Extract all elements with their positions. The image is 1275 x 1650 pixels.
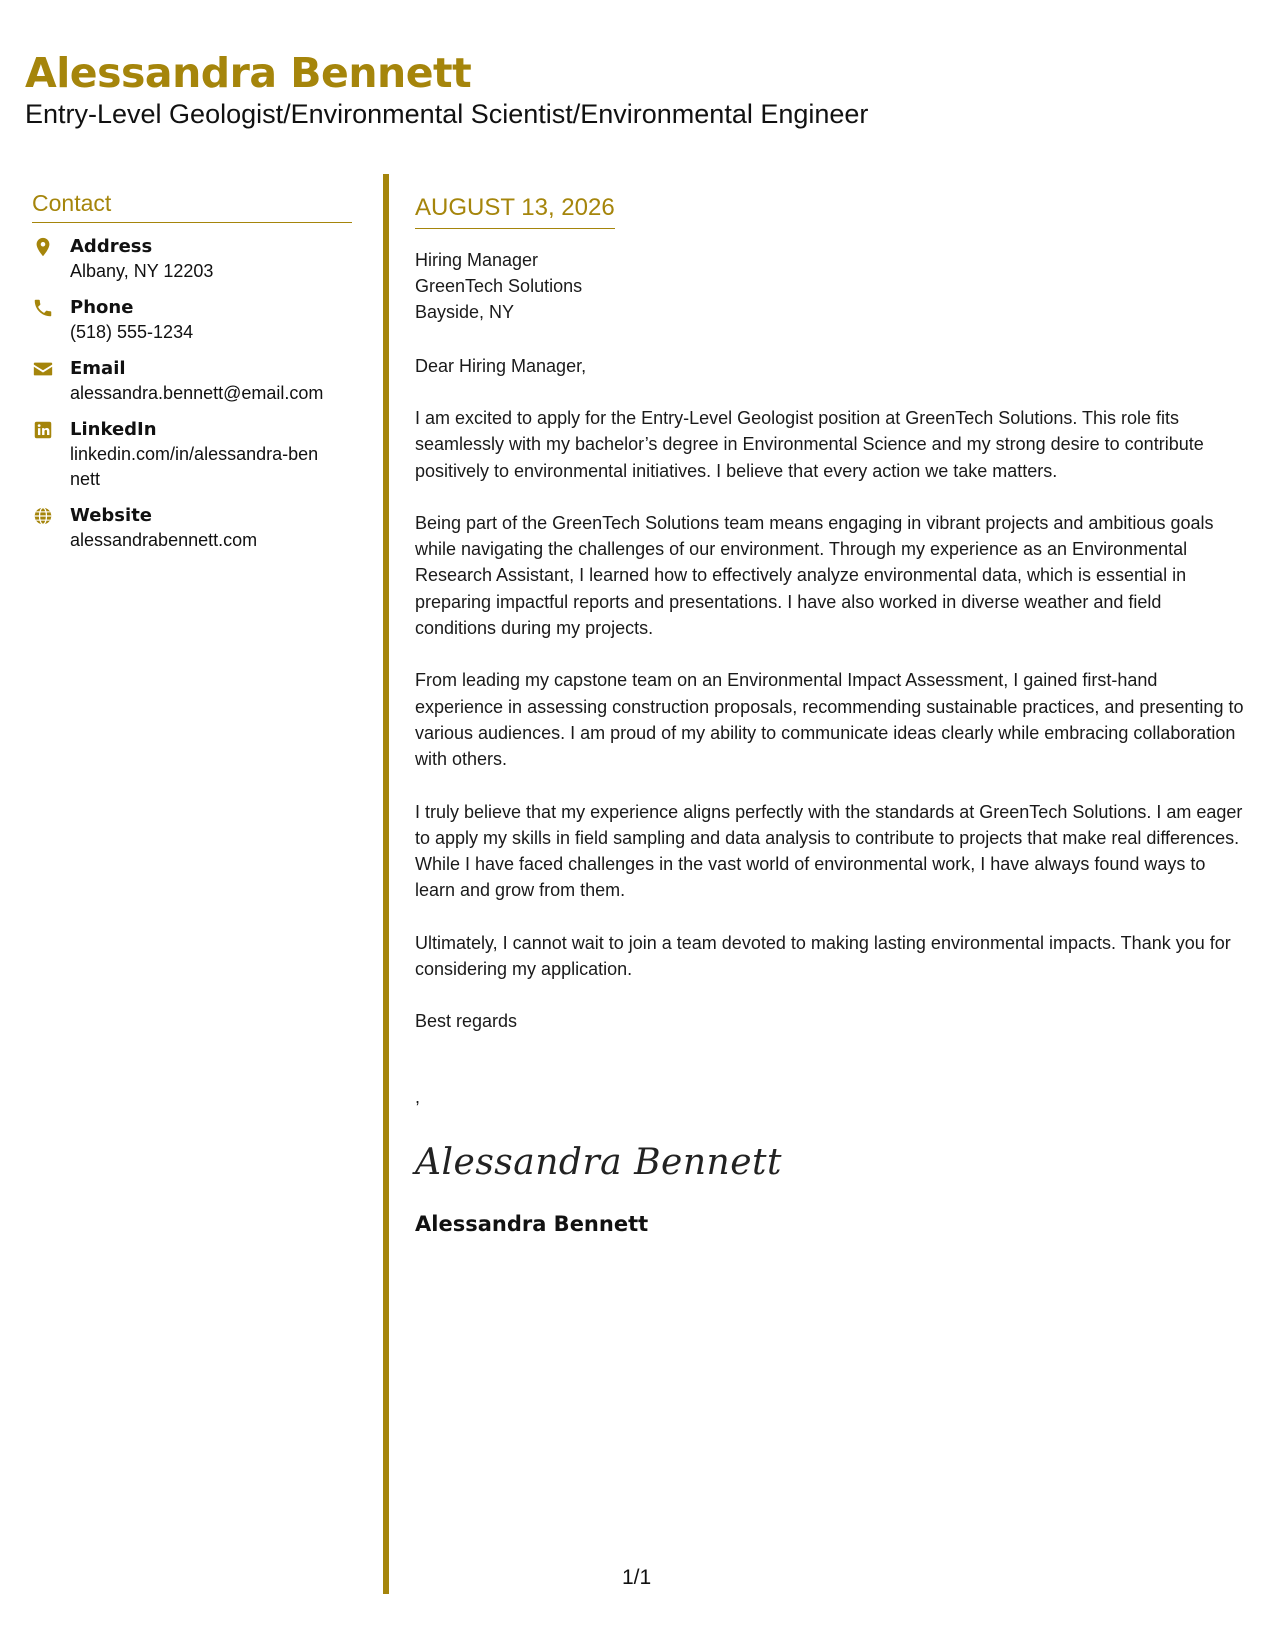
recipient-line: Bayside, NY [415, 302, 515, 322]
page-number: 1/1 [622, 1566, 652, 1589]
resume-header [25, 48, 1225, 130]
letter-paragraph: Being part of the GreenTech Solutions team means engaging in vibrant projects and ambitious goals while navigating the challenges of our environment. Through my experience as an Environmental Research Assistant, I learned how to effectively analyze environmental data, which is essential in preparing impactful reports and presentations. I have also worked in diverse weather and field conditions during my projects. [415, 512, 1214, 639]
contact-address [32, 235, 352, 284]
contact-website [32, 504, 352, 553]
signature [415, 1138, 782, 1188]
contact-label: LinkedIn [70, 419, 157, 440]
letter-paragraph: From leading my capstone team on an Environmental Impact Assessment, I gained first-hand experience in assessing construction proposals, recommending sustainable practices, and presenting to various audiences. I am proud of my ability to communicate ideas clearly while embracing collaboration with others. [415, 670, 1244, 770]
phone-icon [32, 297, 54, 319]
globe-icon [32, 505, 54, 527]
recipient-line: GreenTech Solutions [415, 276, 583, 296]
letter-date: AUGUST 13, 2026 [415, 192, 615, 229]
recipient-line: Hiring Manager [415, 250, 539, 270]
contact-value[interactable]: alessandrabennett.com [70, 530, 258, 550]
applicant-name: Alessandra Bennett [25, 49, 472, 97]
contact-label: Email [70, 358, 126, 379]
contact-phone [32, 296, 352, 345]
contact-linkedin [32, 418, 352, 492]
letter-paragraph: Ultimately, I cannot wait to join a team devoted to making lasting environmental impacts. Thank you for considering my application. [415, 932, 1231, 980]
contact-value: alessandra.bennett@email.com [70, 383, 324, 403]
contact-sidebar [32, 188, 352, 565]
closing: Best regards [415, 1011, 518, 1032]
contact-value[interactable]: linkedin.com/in/alessandra-bennett [70, 444, 319, 489]
contact-label: Website [70, 505, 153, 526]
vertical-divider [383, 174, 389, 1594]
contact-email [32, 357, 352, 406]
signature-text: Alessandra Bennett [415, 1142, 782, 1184]
envelope-icon [32, 358, 54, 380]
contact-heading: Contact [32, 188, 352, 223]
letter-body [415, 192, 1245, 1238]
contact-label: Address [70, 236, 153, 257]
contact-value: (518) 555-1234 [70, 322, 194, 342]
contact-value: Albany, NY 12203 [70, 261, 214, 281]
recipient-block [415, 247, 1245, 325]
map-pin-icon [32, 236, 54, 258]
applicant-title: Entry-Level Geologist/Environmental Scientist/Environmental Engineer [25, 99, 869, 129]
salutation: Dear Hiring Manager, [415, 356, 587, 376]
letter-paragraph: I truly believe that my experience aligns perfectly with the standards at GreenTech Solutions. I am eager to apply my skills in field sampling and data analysis to contribute to projects that make real differences. While I have faced challenges in the vast world of environmental work, I have always found ways to learn and grow from them. [415, 801, 1243, 901]
closing-comma: , [415, 1087, 421, 1108]
letter-paragraph: I am excited to apply for the Entry-Level Geologist position at GreenTech Solutions. This role fits seamlessly with my bachelor’s degree in Environmental Science and my strong desire to contribute positively to environmental initiatives. I believe that every action we take matters. [415, 408, 1204, 481]
linkedin-icon [32, 419, 54, 441]
signed-name: Alessandra Bennett [415, 1212, 649, 1237]
contact-label: Phone [70, 297, 134, 318]
